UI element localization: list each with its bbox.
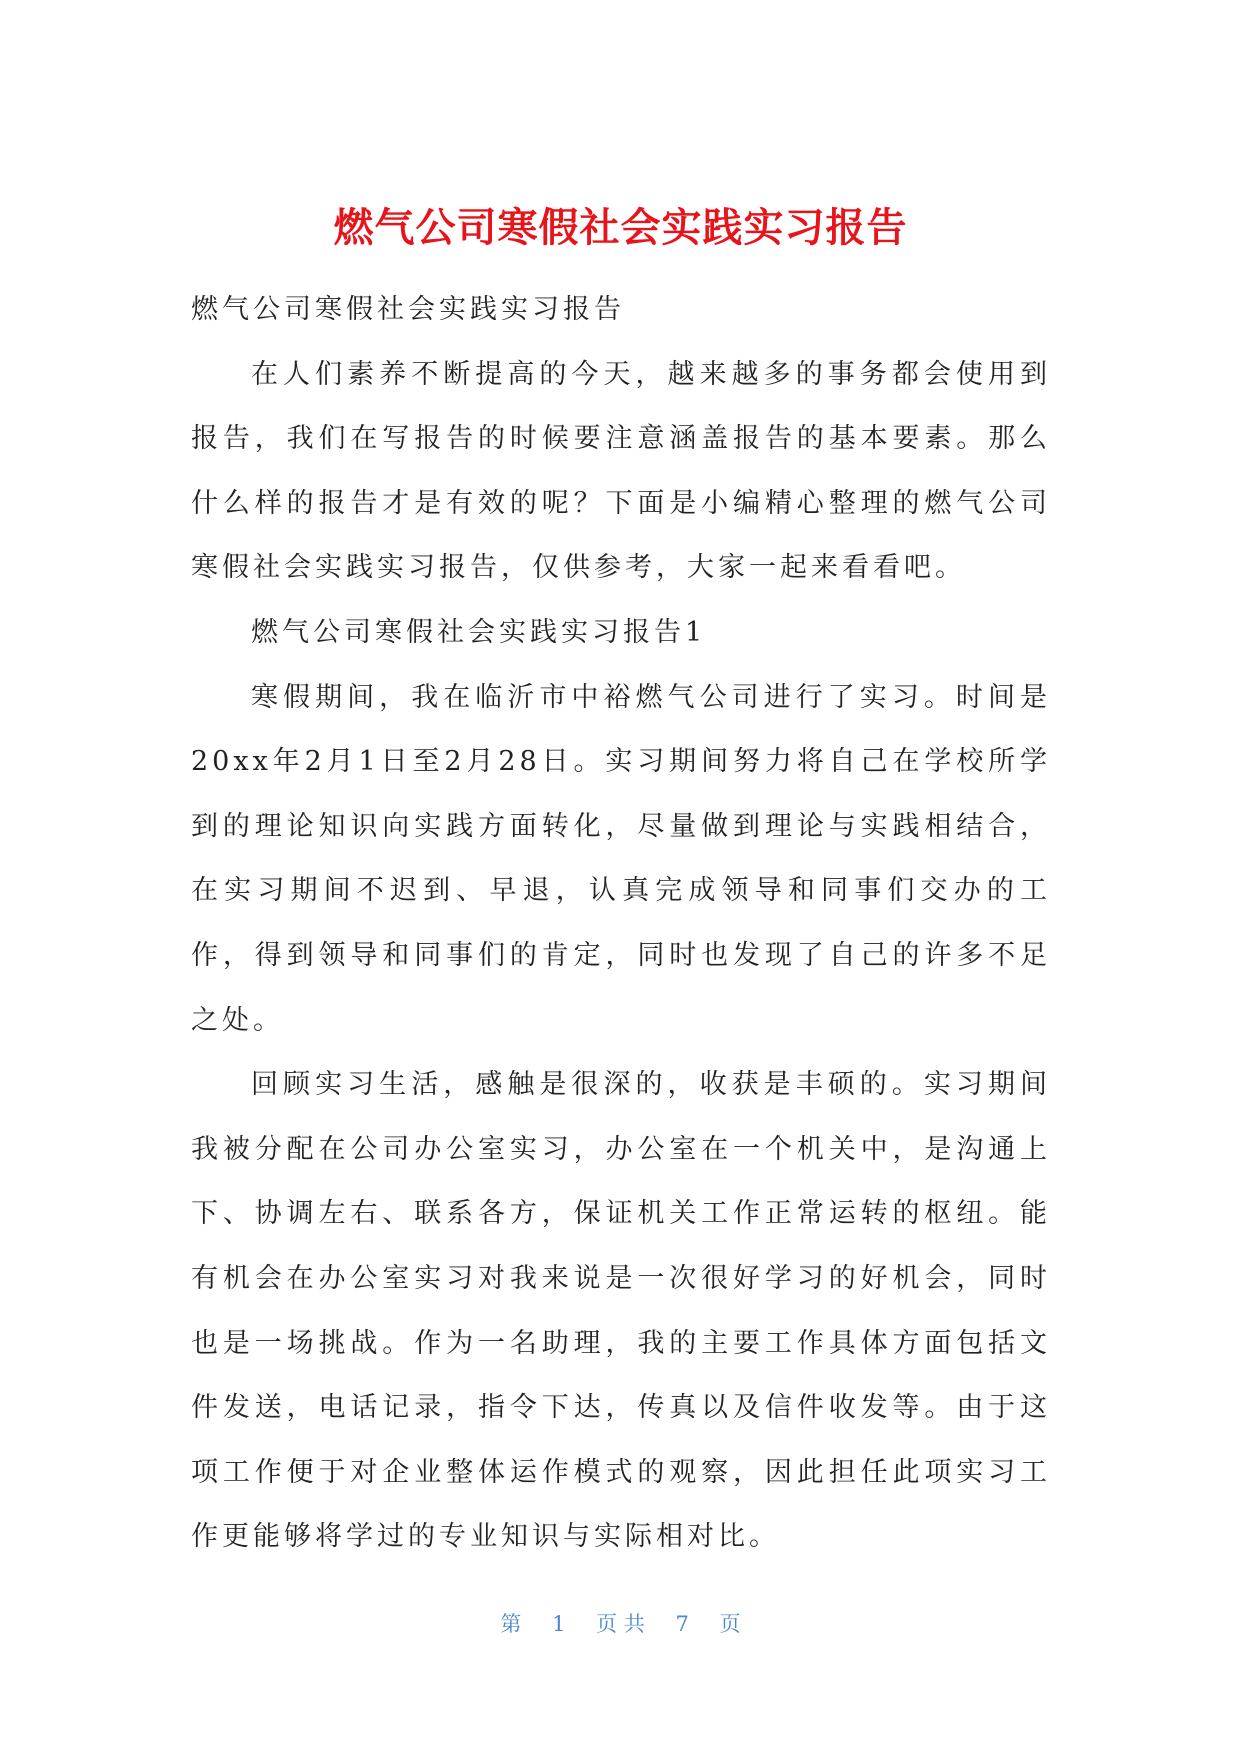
footer-current-page: 1: [552, 1612, 566, 1636]
footer-total-pages: 7: [675, 1612, 689, 1636]
intro-paragraph: 在人们素养不断提高的今天，越来越多的事务都会使用到报告，我们在写报告的时候要注意涵盖报告的基本要素。那么什么样的报告才是有效的呢？下面是小编精心整理的燃气公司寒假社会实践实习报告，仅供参考，大家一起来看看吧。: [191, 358, 1051, 584]
body-paragraph: 寒假期间，我在临沂市中裕燃气公司进行了实习。时间是20xx年2月1日至2月28日。实习期间努力将自己在学校所学到的理论知识向实践方面转化，尽量做到理论与实践相结合，在实习期间不迟到、早退，认真完成领导和同事们交办的工作，得到领导和同事们的肯定，同时也发现了自己的许多不足之处。: [191, 681, 1051, 1036]
footer-prefix: 第: [500, 1612, 522, 1636]
page-footer: [0, 1608, 1241, 1638]
subtitle-paragraph: 燃气公司寒假社会实践实习报告: [191, 294, 625, 325]
footer-middle: 页 共: [596, 1612, 645, 1636]
section-heading: 燃气公司寒假社会实践实习报告1: [251, 616, 707, 648]
body-paragraph: 回顾实习生活，感触是很深的，收获是丰硕的。实习期间我被分配在公司办公室实习，办公室在一个机关中，是沟通上下、协调左右、联系各方，保证机关工作正常运转的枢纽。能有机会在办公室实习对我来说是一次很好学习的好机会，同时也是一场挑战。作为一名助理，我的主要工作具体方面包括文件发送，电话记录，指令下达，传真以及信件收发等。由于这项工作便于对企业整体运作模式的观察，因此担任此项实习工作更能够将学过的专业知识与实际相对比。: [191, 1069, 1051, 1553]
footer-suffix: 页: [719, 1612, 741, 1636]
document-body: [191, 278, 1051, 1570]
document-title: 燃气公司寒假社会实践实习报告: [333, 205, 908, 251]
